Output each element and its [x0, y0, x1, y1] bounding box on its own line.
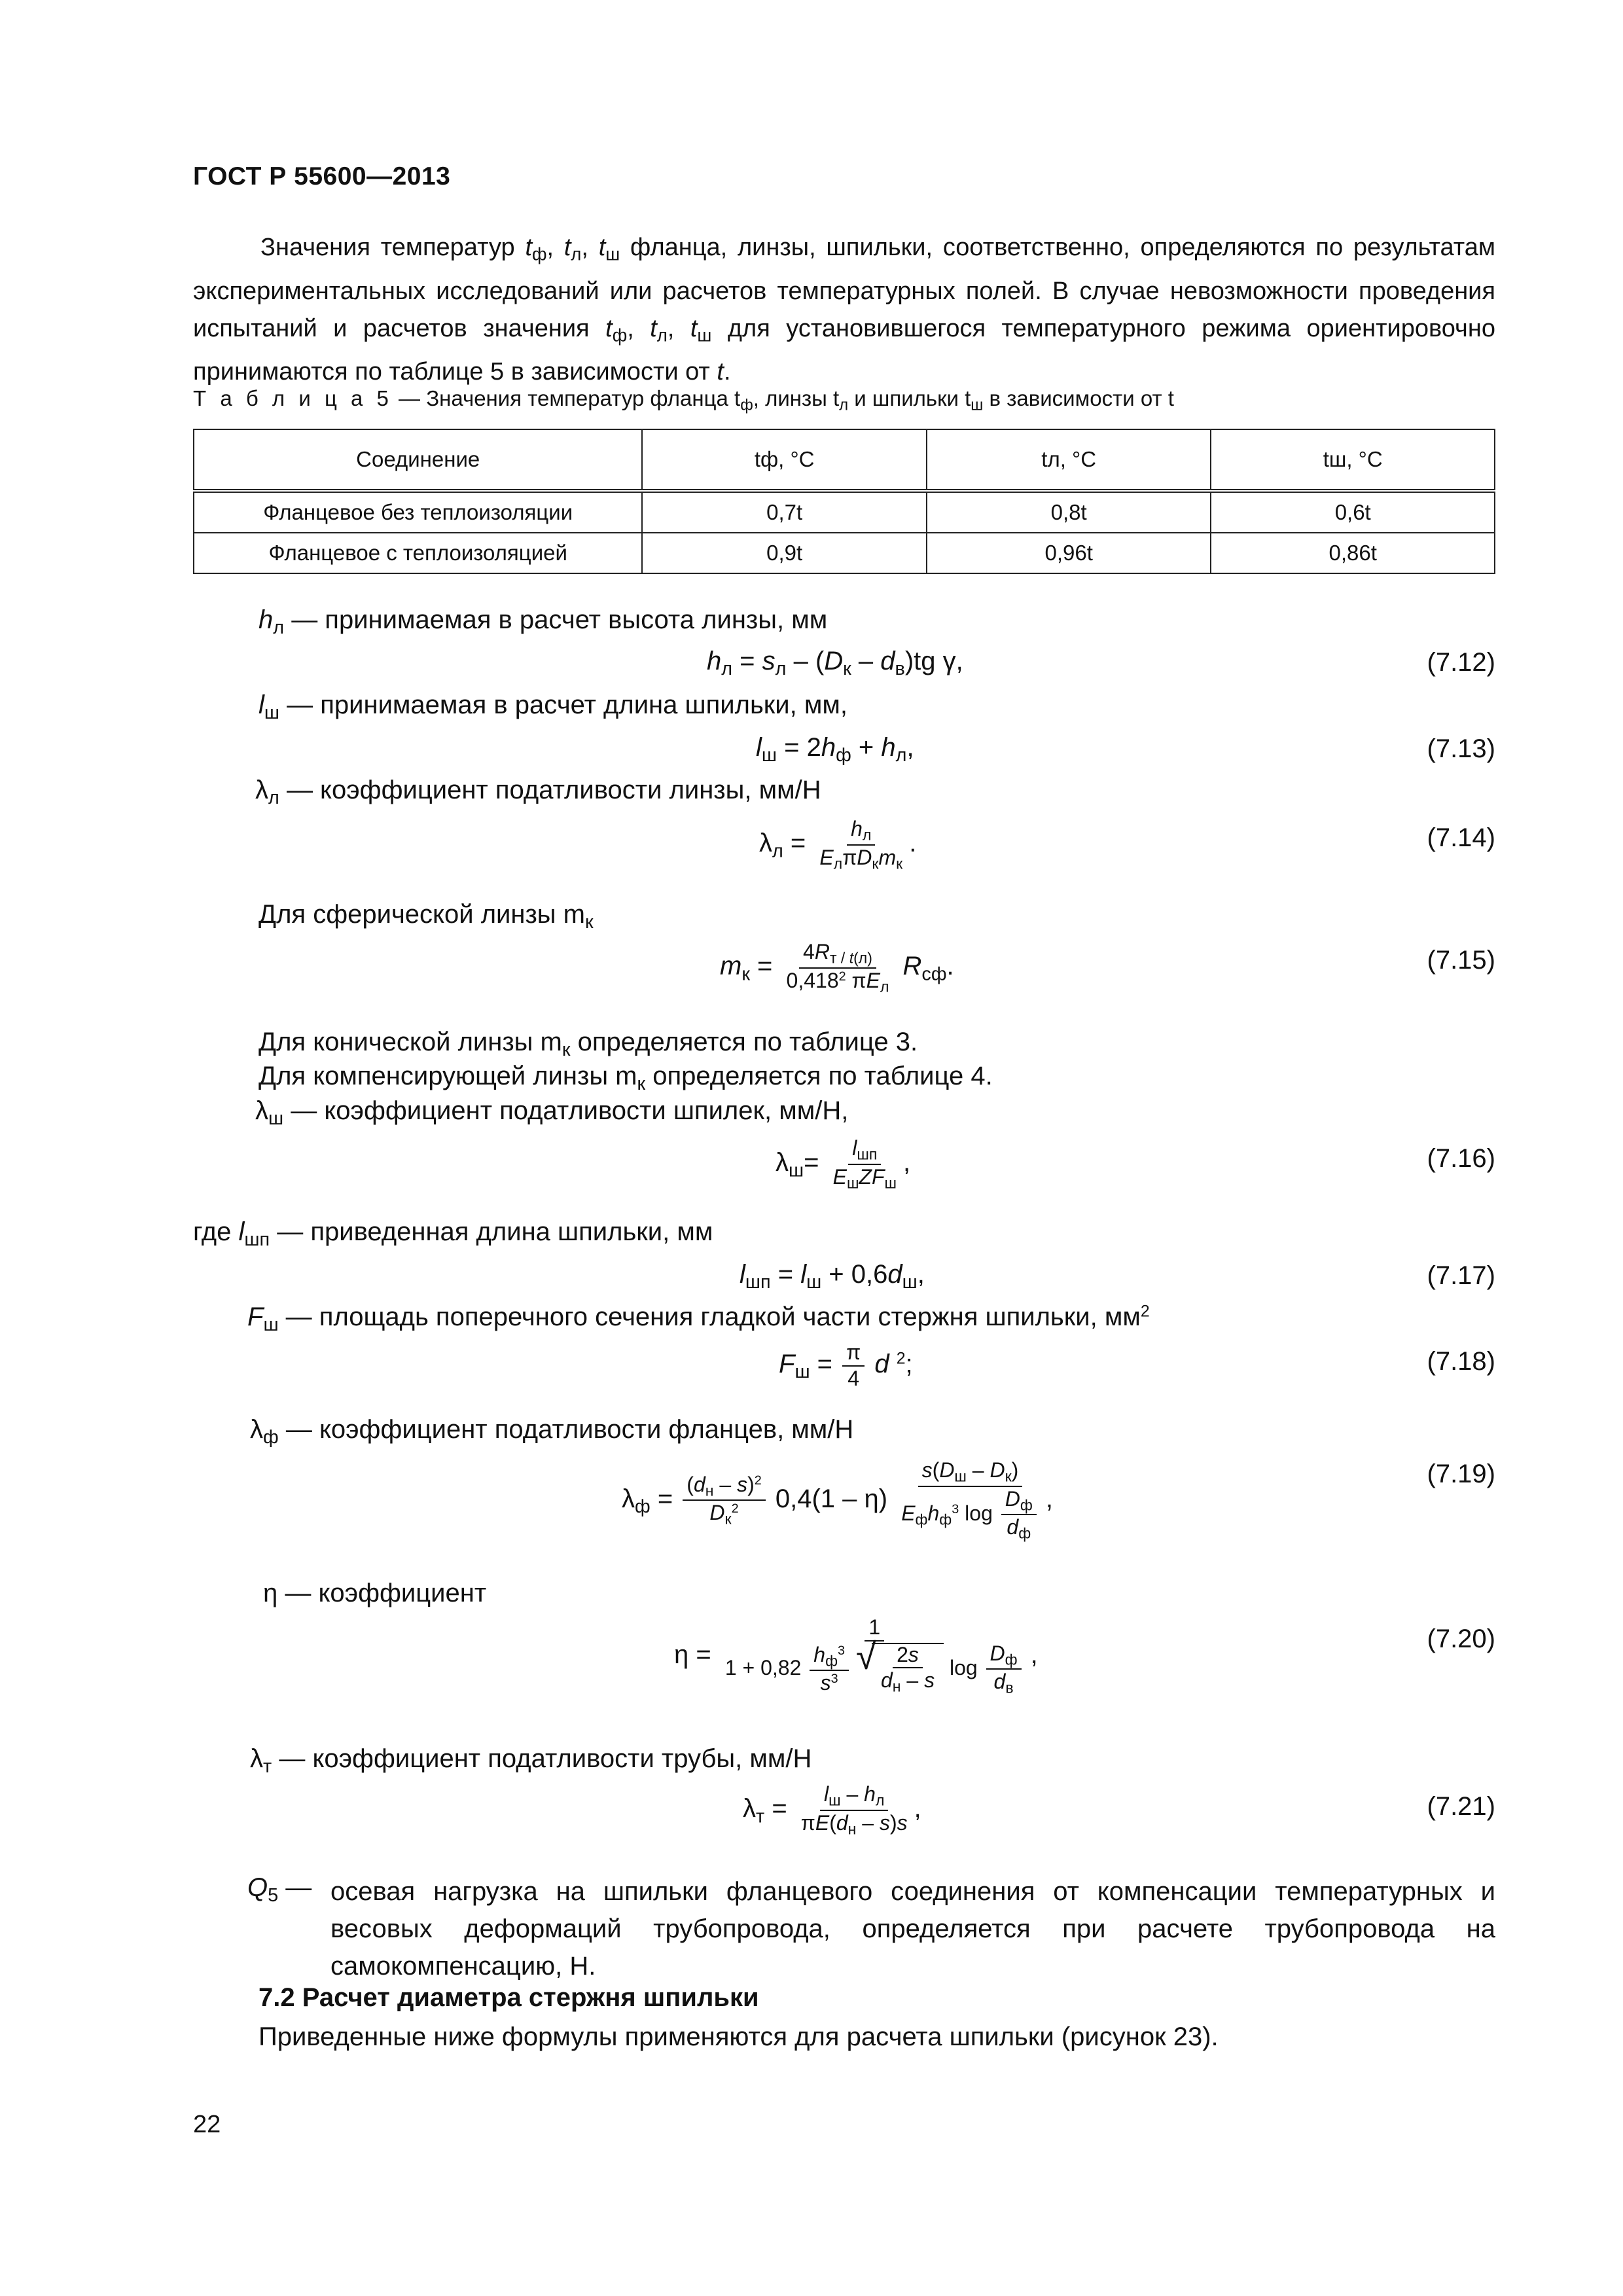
equation-number: (7.21) — [1427, 1792, 1495, 1821]
table-row — [194, 533, 1495, 573]
table-cell: Фланцевое без теплоизоляции — [194, 491, 642, 533]
column-header: Соединение — [194, 429, 642, 491]
equation-number: (7.13) — [1427, 734, 1495, 763]
table-cell: 0,6t — [1211, 491, 1495, 533]
definition-lambda-f: $\lambda_ф$ — коэффициент податливости фланцев, мм/Н — [250, 1415, 854, 1448]
section-heading: 7.2 Расчет диаметра стержня шпильки — [259, 1983, 759, 2012]
formula-7-17: $l_{шп} = l_ш + 0,6d_ш$, — [740, 1260, 925, 1293]
equation-number: (7.16) — [1427, 1144, 1495, 1173]
equation-number: (7.14) — [1427, 823, 1495, 852]
compensating-lens-text: Для компенсирующей линзы $m_к$ определяется по таблице 4. — [259, 1062, 993, 1095]
equation-number: (7.15) — [1427, 946, 1495, 975]
equation-number: (7.18) — [1427, 1347, 1495, 1376]
page-number: 22 — [193, 2111, 221, 2138]
definition-F-sh: $F_ш$ — площадь поперечного сечения гладкой части стержня шпильки, $мм^2$ — [247, 1302, 1150, 1336]
formula-7-20: η = 1 1 + 0,82 $\frac{h_ф^3}{s^3}$ √ $\frac{2s}{d_н - s}$ log $\frac{D_ф}{d_в}$ , — [674, 1617, 1038, 1696]
table-cell: 0,8t — [927, 491, 1211, 533]
table-caption: Т а б л и ц а 5 — Значения температур фланца $t_ф$, линзы $t_л$ и шпильки $t_ш$ в зависимости от t — [193, 386, 1174, 414]
definition-lambda-l: $\lambda_л$ — коэффициент податливости линзы, мм/Н — [255, 776, 821, 809]
formula-7-19: $\lambda_ф$ = $\frac{(d_н - s)^2}{D_к^2}$ 0,4(1 – η) $s(D_ш - D_к)$ $E_фh_ф^3$ log $\frac{D_ф}{d_ф}$ , — [622, 1458, 1053, 1542]
spherical-lens-text: Для сферической линзы $m_к$ — [259, 900, 594, 933]
definition-l-sh: $l_ш$ — принимаемая в расчет длина шпильки, мм, — [259, 691, 847, 724]
table-cell: 0,7t — [642, 491, 927, 533]
column-header: tл, °C — [927, 429, 1211, 491]
table-cell: 0,86t — [1211, 533, 1495, 573]
equation-number: (7.19) — [1427, 1460, 1495, 1488]
column-header: tф, °C — [642, 429, 927, 491]
column-header: tш, °C — [1211, 429, 1495, 491]
formula-7-16: $\lambda_ш=$ $\frac{l_{шп}}{E_шZF_ш}$ , — [776, 1136, 911, 1192]
formula-7-13: $l_ш = 2h_ф + h_л$, — [756, 733, 914, 766]
definition-l-shp: где $l_{шп}$ — приведенная длина шпильки, мм — [193, 1217, 713, 1251]
equation-number: (7.20) — [1427, 1624, 1495, 1653]
document-header: ГОСТ Р 55600—2013 — [193, 162, 451, 190]
table-row — [194, 491, 1495, 533]
definition-lambda-t: $\lambda_т$ — коэффициент податливости трубы, мм/Н — [250, 1744, 812, 1778]
formula-7-21: $\lambda_т$ = $\frac{l_ш - h_л}{\pi E(d_н - s)s}$ , — [743, 1782, 921, 1838]
formula-7-15: $m_к$ = $\frac{4R_{т / t(л)}}{0,418^2 \pi E_л}$ $R_{сф}$. — [720, 940, 954, 996]
table-header-row — [194, 429, 1495, 491]
section-text: Приведенные ниже формулы применяются для расчета шпильки (рисунок 23). — [259, 2022, 1219, 2051]
definition-h-l: $h_л$ — принимаемая в расчет высота линзы, мм — [259, 605, 828, 639]
definition-Q5-symbol: $Q_5$ — — [247, 1873, 312, 1907]
table-cell: 0,9t — [642, 533, 927, 573]
formula-7-14: $\lambda_л$ = $\frac{h_л}{E_л\pi D_кm_к}$ . — [759, 817, 917, 872]
definition-lambda-sh: $\lambda_ш$ — коэффициент податливости шпилек, мм/Н, — [255, 1096, 849, 1130]
definition-Q5-text: осевая нагрузка на шпильки фланцевого соединения от компенсации температурных и весовых деформаций трубопровода, определяется при расчете трубопровода на самокомпенсацию, Н. — [330, 1877, 1495, 1981]
temperature-table — [193, 429, 1495, 574]
conical-lens-text: Для конической линзы $m_к$ определяется по таблице 3. — [259, 1028, 918, 1061]
intro-paragraph: Значения температур $t_ф$, $t_л$, $t_ш$ фланца, линзы, шпильки, соответственно, определяются по результатам экспериментальных исследований или расчетов температурных полей. В случае невозможности проведения испытаний и расчетов значения $t_ф$, $t_л$, $t_ш$ для установившегося температурного режима ориентировочно принимаются по таблице 5 в зависимости от t. — [193, 234, 1496, 386]
table-cell: 0,96t — [927, 533, 1211, 573]
formula-7-12: $h_л = s_л - (D_к - d_в)tg$ γ, — [707, 647, 963, 680]
equation-number: (7.12) — [1427, 648, 1495, 677]
equation-number: (7.17) — [1427, 1261, 1495, 1290]
formula-7-18: $F_ш$ = $\frac{\pi}{4}$ d $^2$; — [779, 1340, 913, 1390]
definition-eta: η — коэффициент — [263, 1579, 487, 1607]
table-cell: Фланцевое с теплоизоляцией — [194, 533, 642, 573]
